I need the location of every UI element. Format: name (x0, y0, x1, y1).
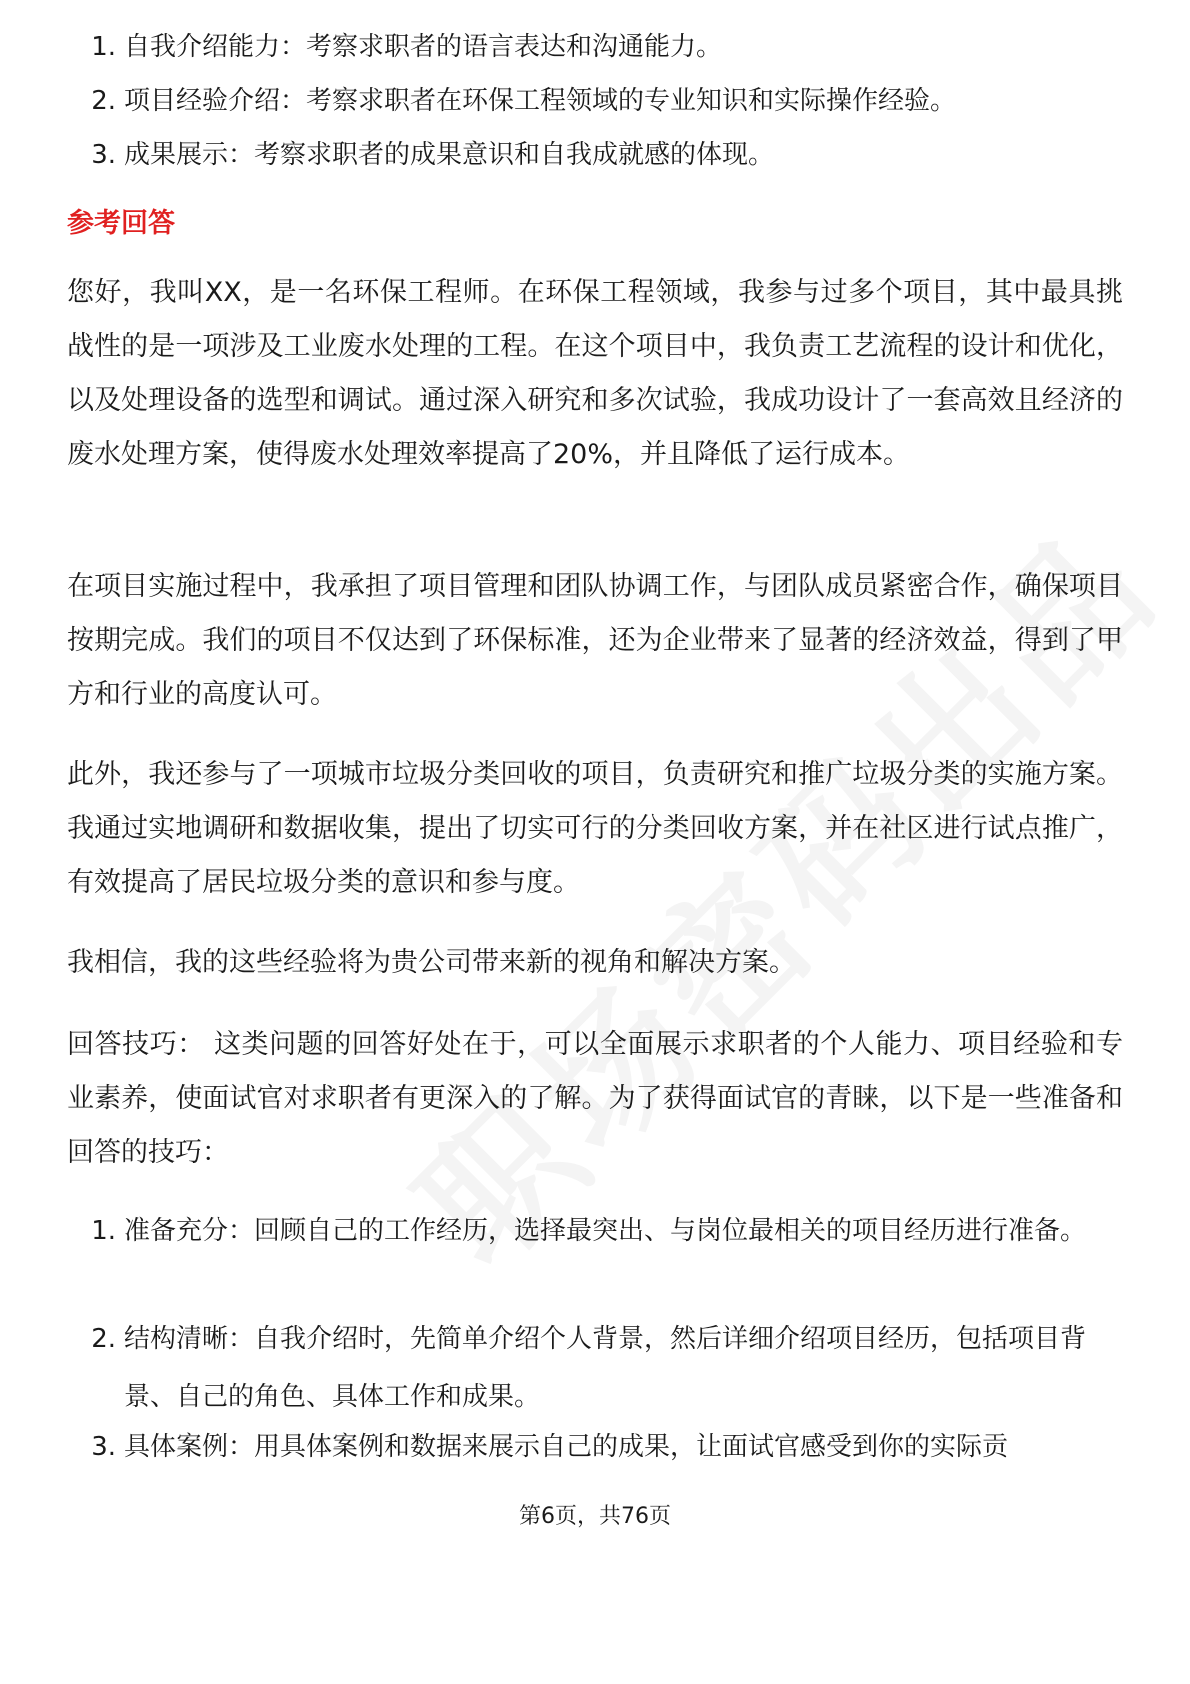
list-text: 成果展示：考察求职者的成果意识和自我成就感的体现。 (124, 140, 775, 170)
list-number: 3. (91, 1432, 116, 1462)
page-footer: 第6页，共76页 (519, 1504, 671, 1529)
paragraph: 我相信，我的这些经验将为贵公司带来新的视角和解决方案。 (67, 947, 796, 978)
paragraph: 回答技巧： 这类问题的回答好处在于，可以全面展示求职者的个人能力、项目经验和专业素养，使面试官对求职者有更深入的了解。为了获得面试官的青睐，以下是一些准备和回答的技巧： (67, 1029, 1123, 1168)
list-number: 2. (91, 86, 116, 116)
list-text: 具体案例：用具体案例和数据来展示自己的成果，让面试官感受到你的实际贡 (124, 1432, 1009, 1462)
list-text: 自我介绍能力：考察求职者的语言表达和沟通能力。 (124, 32, 723, 62)
paragraph: 您好，我叫XX，是一名环保工程师。在环保工程领域，我参与过多个项目，其中最具挑战性的是一项涉及工业废水处理的工程。在这个项目中，我负责工艺流程的设计和优化，以及处理设备的选型和调试。通过深入研究和多次试验，我成功设计了一套高效且经济的废水处理方案，使得废水处理效率提高了20%，并且降低了运行成本。 (67, 277, 1123, 470)
section-title: 参考回答 (67, 208, 175, 239)
list-number: 1. (91, 32, 116, 62)
list-number: 1. (91, 1216, 116, 1246)
list-number: 2. (91, 1324, 116, 1354)
paragraph: 在项目实施过程中，我承担了项目管理和团队协调工作，与团队成员紧密合作，确保项目按期完成。我们的项目不仅达到了环保标准，还为企业带来了显著的经济效益，得到了甲方和行业的高度认可。 (67, 571, 1123, 710)
list-text: 结构清晰：自我介绍时，先简单介绍个人背景，然后详细介绍项目经历，包括项目背景、自己的角色、具体工作和成果。 (124, 1324, 1087, 1412)
list-text: 准备充分：回顾自己的工作经历，选择最突出、与岗位最相关的项目经历进行准备。 (124, 1216, 1087, 1246)
list-number: 3. (91, 140, 116, 170)
list-text: 项目经验介绍：考察求职者在环保工程领域的专业知识和实际操作经验。 (124, 86, 957, 116)
paragraph: 此外，我还参与了一项城市垃圾分类回收的项目，负责研究和推广垃圾分类的实施方案。我通过实地调研和数据收集，提出了切实可行的分类回收方案，并在社区进行试点推广，有效提高了居民垃圾分类的意识和参与度。 (67, 759, 1123, 898)
